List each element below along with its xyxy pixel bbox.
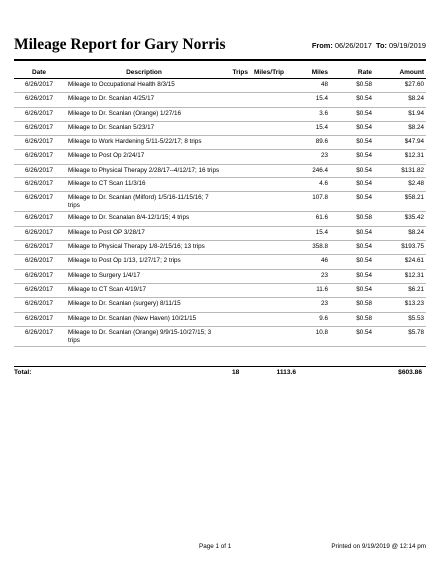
cell-rate: $0.54 — [330, 164, 374, 177]
cell-amount: $35.42 — [374, 212, 426, 226]
cell-miles-per-trip — [250, 326, 286, 347]
report-header — [14, 36, 426, 56]
cell-rate: $0.54 — [330, 121, 374, 135]
cell-date: 6/26/2017 — [14, 326, 64, 347]
from-label: From: — [311, 41, 333, 50]
cell-miles-per-trip — [250, 226, 286, 240]
column-header-rate: Rate — [330, 67, 374, 79]
table-body — [14, 79, 426, 347]
column-header-miles-per-trip: Miles/Trip — [250, 67, 286, 79]
cell-amount: $58.21 — [374, 191, 426, 212]
table-row — [14, 255, 426, 269]
cell-description: Mileage to Dr. Scanlan 4/25/17 — [64, 93, 224, 107]
cell-trips — [224, 121, 250, 135]
cell-date: 6/26/2017 — [14, 283, 64, 297]
cell-rate: $0.54 — [330, 177, 374, 191]
cell-miles: 48 — [286, 79, 330, 93]
column-header-amount: Amount — [374, 67, 426, 79]
table-row — [14, 326, 426, 347]
cell-description: Mileage to Dr. Scanlan (Orange) 9/9/15-10/27/15; 3 trips — [64, 326, 224, 347]
cell-rate: $0.54 — [330, 150, 374, 164]
total-miles: 1113.6 — [276, 369, 296, 376]
cell-miles-per-trip — [250, 255, 286, 269]
cell-rate: $0.54 — [330, 226, 374, 240]
cell-description: Mileage to Dr. Scanlan (Milford) 1/5/16-11/15/16; 7 trips — [64, 191, 224, 212]
cell-amount: $6.21 — [374, 283, 426, 297]
cell-miles-per-trip — [250, 298, 286, 312]
cell-trips — [224, 269, 250, 283]
cell-date: 6/26/2017 — [14, 191, 64, 212]
header-divider — [14, 59, 426, 61]
table-row — [14, 150, 426, 164]
cell-trips — [224, 255, 250, 269]
cell-miles: 358.8 — [286, 241, 330, 255]
cell-miles-per-trip — [250, 150, 286, 164]
column-header-description: Description — [64, 67, 224, 79]
cell-date: 6/26/2017 — [14, 136, 64, 150]
table-row — [14, 312, 426, 326]
cell-miles-per-trip — [250, 79, 286, 93]
from-date: 06/26/2017 — [334, 41, 372, 50]
cell-miles: 23 — [286, 269, 330, 283]
cell-miles: 61.6 — [286, 212, 330, 226]
cell-trips — [224, 93, 250, 107]
table-row — [14, 79, 426, 93]
cell-trips — [224, 177, 250, 191]
cell-rate: $0.54 — [330, 255, 374, 269]
total-trips: 18 — [232, 369, 240, 376]
cell-miles-per-trip — [250, 283, 286, 297]
cell-trips — [224, 312, 250, 326]
cell-date: 6/26/2017 — [14, 79, 64, 93]
cell-date: 6/26/2017 — [14, 93, 64, 107]
cell-trips — [224, 212, 250, 226]
cell-rate: $0.54 — [330, 326, 374, 347]
cell-miles: 23 — [286, 150, 330, 164]
cell-amount: $8.24 — [374, 226, 426, 240]
table-row — [14, 191, 426, 212]
cell-description: Mileage to Dr. Scanlan (Orange) 1/27/16 — [64, 107, 224, 121]
cell-description: Mileage to Physical Therapy 2/28/17--4/12/17; 16 trips — [64, 164, 224, 177]
cell-amount: $12.31 — [374, 269, 426, 283]
cell-date: 6/26/2017 — [14, 255, 64, 269]
cell-miles-per-trip — [250, 164, 286, 177]
cell-miles: 9.6 — [286, 312, 330, 326]
cell-amount: $8.24 — [374, 93, 426, 107]
column-header-date: Date — [14, 67, 64, 79]
cell-amount: $13.23 — [374, 298, 426, 312]
cell-miles-per-trip — [250, 121, 286, 135]
printed-timestamp: Printed on 9/19/2019 @ 12:14 pm — [331, 543, 426, 550]
cell-miles-per-trip — [250, 212, 286, 226]
cell-miles: 23 — [286, 298, 330, 312]
cell-miles: 3.6 — [286, 107, 330, 121]
table-row — [14, 177, 426, 191]
cell-rate: $0.58 — [330, 212, 374, 226]
report-title: Mileage Report for Gary Norris — [14, 36, 226, 53]
cell-description: Mileage to CT Scan 4/19/17 — [64, 283, 224, 297]
cell-date: 6/26/2017 — [14, 164, 64, 177]
cell-miles: 15.4 — [286, 226, 330, 240]
to-label: To: — [375, 41, 387, 50]
cell-miles-per-trip — [250, 191, 286, 212]
cell-miles: 89.6 — [286, 136, 330, 150]
cell-date: 6/26/2017 — [14, 241, 64, 255]
cell-description: Mileage to Post Op 2/24/17 — [64, 150, 224, 164]
table-row — [14, 269, 426, 283]
cell-trips — [224, 226, 250, 240]
table-row — [14, 212, 426, 226]
cell-rate: $0.54 — [330, 191, 374, 212]
table-row — [14, 107, 426, 121]
cell-date: 6/26/2017 — [14, 298, 64, 312]
table-row — [14, 283, 426, 297]
cell-rate: $0.54 — [330, 241, 374, 255]
cell-trips — [224, 79, 250, 93]
total-amount: $603.86 — [398, 369, 422, 376]
cell-amount: $12.31 — [374, 150, 426, 164]
cell-amount: $27.60 — [374, 79, 426, 93]
cell-date: 6/26/2017 — [14, 226, 64, 240]
cell-date: 6/26/2017 — [14, 121, 64, 135]
cell-amount: $131.82 — [374, 164, 426, 177]
cell-miles-per-trip — [250, 241, 286, 255]
cell-trips — [224, 283, 250, 297]
column-header-trips: Trips — [224, 67, 250, 79]
cell-amount: $47.94 — [374, 136, 426, 150]
table-row — [14, 298, 426, 312]
cell-miles-per-trip — [250, 269, 286, 283]
cell-rate: $0.54 — [330, 107, 374, 121]
cell-amount: $5.78 — [374, 326, 426, 347]
cell-description: Mileage to Occupational Health 8/3/15 — [64, 79, 224, 93]
table-row — [14, 226, 426, 240]
cell-miles: 10.8 — [286, 326, 330, 347]
column-header-miles: Miles — [286, 67, 330, 79]
total-label: Total: — [14, 369, 32, 376]
cell-trips — [224, 298, 250, 312]
table-row — [14, 241, 426, 255]
cell-amount: $24.61 — [374, 255, 426, 269]
cell-description: Mileage to Dr. Scanlan (New Haven) 10/21/15 — [64, 312, 224, 326]
cell-miles: 46 — [286, 255, 330, 269]
cell-miles: 107.8 — [286, 191, 330, 212]
cell-miles: 11.6 — [286, 283, 330, 297]
cell-miles-per-trip — [250, 177, 286, 191]
cell-trips — [224, 326, 250, 347]
total-row — [14, 366, 426, 378]
cell-amount: $193.75 — [374, 241, 426, 255]
cell-miles-per-trip — [250, 312, 286, 326]
cell-date: 6/26/2017 — [14, 177, 64, 191]
cell-miles-per-trip — [250, 107, 286, 121]
cell-rate: $0.54 — [330, 269, 374, 283]
cell-amount: $1.94 — [374, 107, 426, 121]
table-row — [14, 93, 426, 107]
cell-trips — [224, 136, 250, 150]
cell-rate: $0.58 — [330, 79, 374, 93]
cell-miles: 15.4 — [286, 121, 330, 135]
cell-miles-per-trip — [250, 93, 286, 107]
table-row — [14, 121, 426, 135]
cell-description: Mileage to Work Hardening 5/11-5/22/17; 8 trips — [64, 136, 224, 150]
cell-description: Mileage to Dr. Scanalan 8/4-12/1/15; 4 trips — [64, 212, 224, 226]
cell-miles: 15.4 — [286, 93, 330, 107]
cell-description: Mileage to Physical Therapy 1/8-2/15/16; 13 trips — [64, 241, 224, 255]
table-row — [14, 164, 426, 177]
cell-trips — [224, 107, 250, 121]
to-date: 09/19/2019 — [389, 41, 426, 50]
cell-date: 6/26/2017 — [14, 212, 64, 226]
cell-rate: $0.54 — [330, 136, 374, 150]
cell-description: Mileage to Dr. Scanlan (surgery) 8/11/15 — [64, 298, 224, 312]
cell-trips — [224, 164, 250, 177]
cell-miles: 246.4 — [286, 164, 330, 177]
cell-description: Mileage to Post OP 3/28/17 — [64, 226, 224, 240]
date-range — [312, 41, 426, 50]
table-row — [14, 136, 426, 150]
page-number: Page 1 of 1 — [199, 543, 232, 550]
cell-rate: $0.58 — [330, 298, 374, 312]
cell-date: 6/26/2017 — [14, 269, 64, 283]
cell-date: 6/26/2017 — [14, 107, 64, 121]
cell-amount: $8.24 — [374, 121, 426, 135]
cell-rate: $0.54 — [330, 283, 374, 297]
cell-description: Mileage to Surgery 1/4/17 — [64, 269, 224, 283]
cell-amount: $5.53 — [374, 312, 426, 326]
cell-date: 6/26/2017 — [14, 150, 64, 164]
cell-trips — [224, 150, 250, 164]
cell-date: 6/26/2017 — [14, 312, 64, 326]
cell-miles-per-trip — [250, 136, 286, 150]
mileage-table — [14, 67, 426, 347]
cell-trips — [224, 191, 250, 212]
table-header-row — [14, 67, 426, 79]
cell-rate: $0.54 — [330, 93, 374, 107]
cell-description: Mileage to Dr. Scanlan 5/23/17 — [64, 121, 224, 135]
cell-trips — [224, 241, 250, 255]
cell-description: Mileage to CT Scan 11/3/16 — [64, 177, 224, 191]
cell-rate: $0.58 — [330, 312, 374, 326]
cell-miles: 4.6 — [286, 177, 330, 191]
cell-description: Mileage to Post Op 1/13, 1/27/17; 2 trips — [64, 255, 224, 269]
cell-amount: $2.48 — [374, 177, 426, 191]
